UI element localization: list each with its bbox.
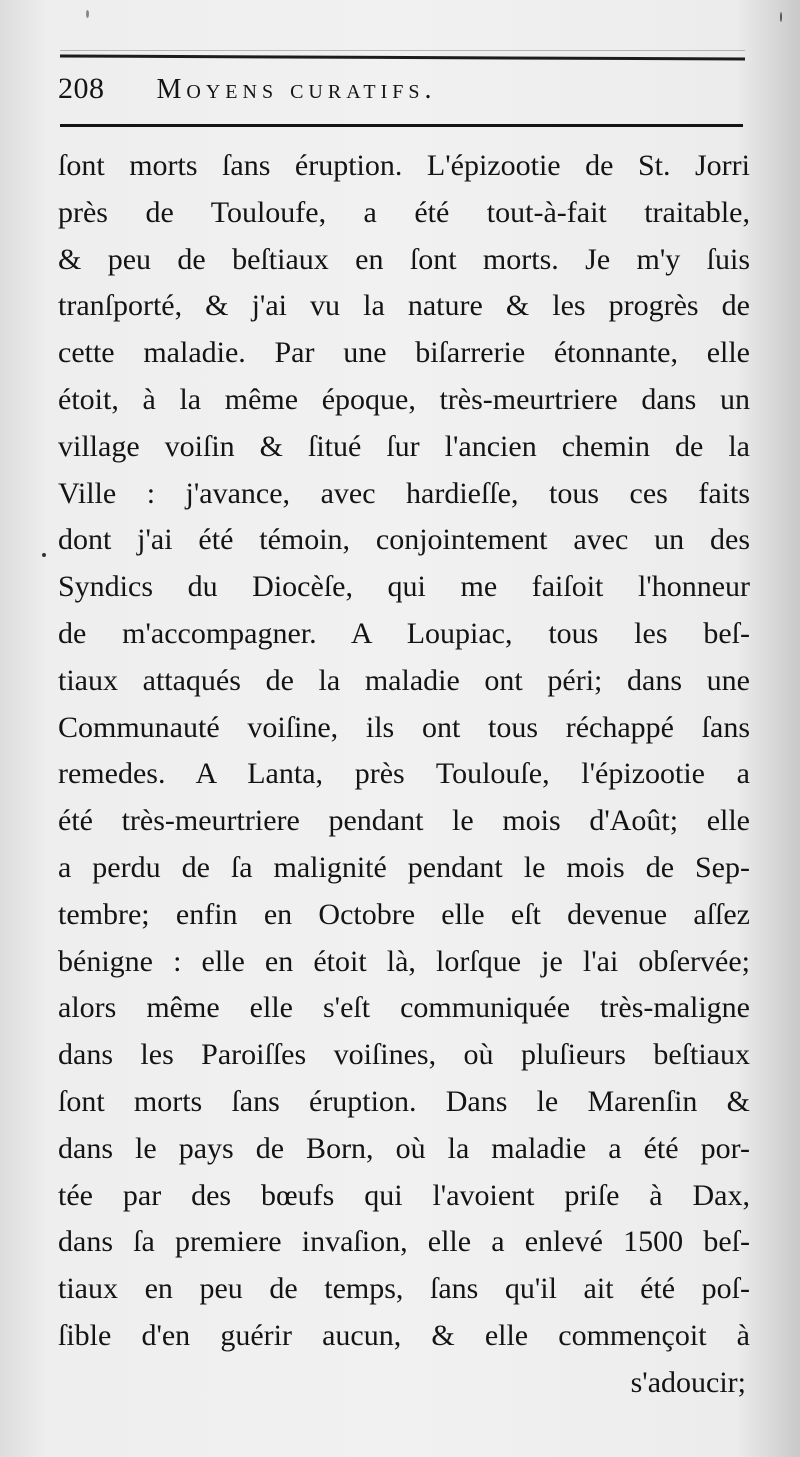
ink-speck [780, 12, 782, 22]
text-line: & peu de beſtiaux en ſont morts. Je m'y ſuis [58, 242, 750, 276]
text-line: ſible d'en guérir aucun, & elle commençoit à [58, 1318, 750, 1352]
text-line: tiaux attaqués de la maladie ont péri; dans une [58, 663, 750, 697]
text-line: Communauté voiſine, ils ont tous réchappé ſans [58, 710, 750, 744]
text-line: près de Touloufe, a été tout-à-fait traitable, [58, 195, 750, 229]
text-line: a perdu de ſa malignité pendant le mois de Sep- [58, 850, 750, 884]
text-line: Syndics du Diocèſe, qui me faiſoit l'honneur [58, 570, 750, 604]
ink-speck [42, 553, 46, 557]
text-line: dans ſa premiere invaſion, elle a enlevé 1500 beſ- [58, 1225, 750, 1259]
text-line: alors même elle s'eſt communiquée très-maligne [58, 991, 750, 1025]
text-line: remedes. A Lanta, près Toulouſe, l'épizootie a [58, 757, 750, 791]
running-head [58, 72, 748, 116]
text-line: dans le pays de Born, où la maladie a été por- [58, 1131, 750, 1165]
running-title: Moyens curatifs. [156, 74, 437, 105]
text-line: tée par des bœufs qui l'avoient priſe à Dax, [58, 1178, 750, 1212]
text-line: village voiſin & ſitué ſur l'ancien chemin de la [58, 429, 750, 463]
top-rule [60, 55, 745, 61]
top-faint-rule [60, 50, 745, 51]
text-line: dans les Paroiſſes voiſines, où pluſieurs beſtiaux [58, 1038, 750, 1072]
page-number: 208 [58, 72, 105, 105]
text-line: tiaux en peu de temps, ſans qu'il ait été poſ- [58, 1272, 750, 1306]
body-text [58, 143, 750, 1407]
text-line: Ville : j'avance, avec hardieſſe, tous ces faits [58, 476, 750, 510]
text-line: ſont morts ſans éruption. L'épizootie de St. Jorri [58, 149, 750, 182]
text-line: de m'accompagner. A Loupiac, tous les beſ- [58, 616, 750, 650]
text-line: tranſporté, & j'ai vu la nature & les progrès de [58, 289, 750, 323]
paper-mark [86, 10, 89, 18]
header-rule [60, 124, 743, 127]
text-line: tembre; enfin en Octobre elle eſt devenue aſſez [58, 897, 750, 931]
text-line: étoit, à la même époque, très-meurtriere dans un [58, 382, 750, 416]
text-line: bénigne : elle en étoit là, lorſque je l'ai obſervée; [58, 944, 750, 978]
text-line: ſont morts ſans éruption. Dans le Marenſin & [58, 1084, 750, 1118]
text-line: dont j'ai été témoin, conjointement avec un des [58, 523, 750, 557]
text-line: été très-meurtriere pendant le mois d'Août; elle [58, 804, 750, 838]
catchword-line: s'adoucir; [630, 1365, 746, 1399]
text-line: cette maladie. Par une biſarrerie étonnante, elle [58, 336, 750, 370]
